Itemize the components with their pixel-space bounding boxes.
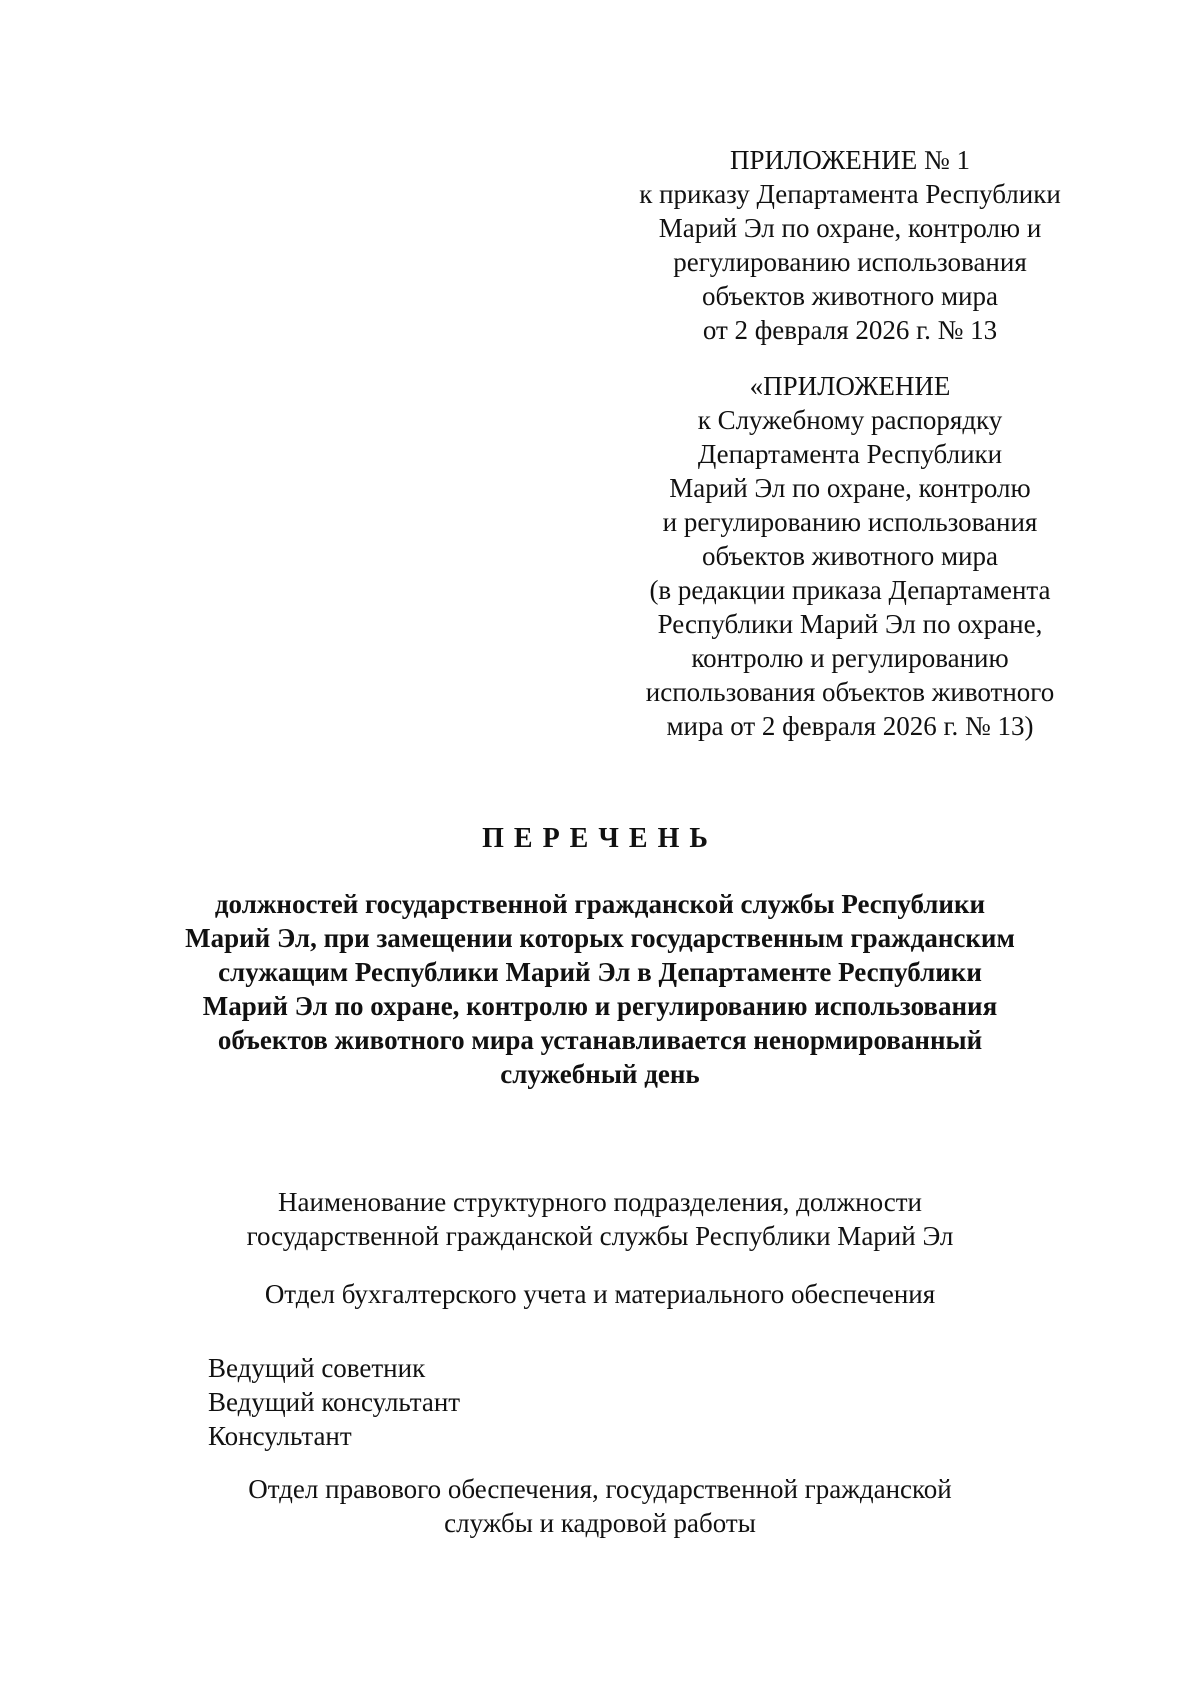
quoted-appendix-line: Республики Марий Эл по охране, — [657, 609, 1043, 639]
quoted-appendix-line: контролю и регулированию — [691, 643, 1009, 673]
quoted-appendix-line: «ПРИЛОЖЕНИЕ — [749, 371, 951, 401]
position-item: Ведущий советник — [208, 1353, 426, 1383]
subtitle-line: служащим Республики Марий Эл в Департаменте Республики — [218, 957, 982, 987]
subtitle-line: Марий Эл по охране, контролю и регулированию использования — [202, 991, 998, 1021]
appendix-header-line: объектов животного мира — [702, 281, 998, 311]
quoted-appendix-line: к Служебному распорядку — [697, 405, 1003, 435]
subtitle-line: служебный день — [500, 1059, 700, 1089]
position-item: Ведущий консультант — [208, 1387, 461, 1417]
quoted-appendix-line: мира от 2 февраля 2026 г. № 13) — [666, 711, 1034, 741]
quoted-appendix-line: использования объектов животного — [645, 677, 1055, 707]
section-heading-line: Отдел правового обеспечения, государственной гражданской — [248, 1474, 952, 1504]
section-heading-line: Отдел бухгалтерского учета и материального обеспечения — [264, 1279, 936, 1309]
section-heading — [200, 1277, 1000, 1311]
section-heading — [200, 1472, 1000, 1540]
section-heading-line: службы и кадровой работы — [444, 1508, 756, 1538]
column-header-line: государственной гражданской службы Республики Марий Эл — [246, 1221, 954, 1251]
quoted-appendix-header — [600, 369, 1100, 743]
document-title: ПЕРЕЧЕНЬ — [482, 823, 718, 854]
appendix-header-line: от 2 февраля 2026 г. № 13 — [702, 315, 998, 345]
document-subtitle — [150, 887, 1050, 1091]
quoted-appendix-line: и регулированию использования — [662, 507, 1038, 537]
column-header-line: Наименование структурного подразделения, должности — [278, 1187, 922, 1217]
quoted-appendix-line: Департамента Республики — [697, 439, 1003, 469]
quoted-appendix-line: Марий Эл по охране, контролю — [669, 473, 1031, 503]
positions-list — [208, 1351, 808, 1453]
column-header — [200, 1185, 1000, 1253]
appendix-header-line: Марий Эл по охране, контролю и — [658, 213, 1042, 243]
appendix-header-line: к приказу Департамента Республики — [639, 179, 1061, 209]
quoted-appendix-line: объектов животного мира — [702, 541, 998, 571]
appendix-header-line: ПРИЛОЖЕНИЕ № 1 — [729, 145, 971, 175]
subtitle-line: Марий Эл, при замещении которых государственным гражданским — [185, 923, 1015, 953]
position-item: Консультант — [208, 1421, 352, 1451]
appendix-header-line: регулированию использования — [673, 247, 1027, 277]
subtitle-line: должностей государственной гражданской службы Республики — [214, 889, 986, 919]
quoted-appendix-line: (в редакции приказа Департамента — [649, 575, 1051, 605]
subtitle-line: объектов животного мира устанавливается ненормированный — [217, 1025, 983, 1055]
appendix-header — [600, 143, 1100, 347]
